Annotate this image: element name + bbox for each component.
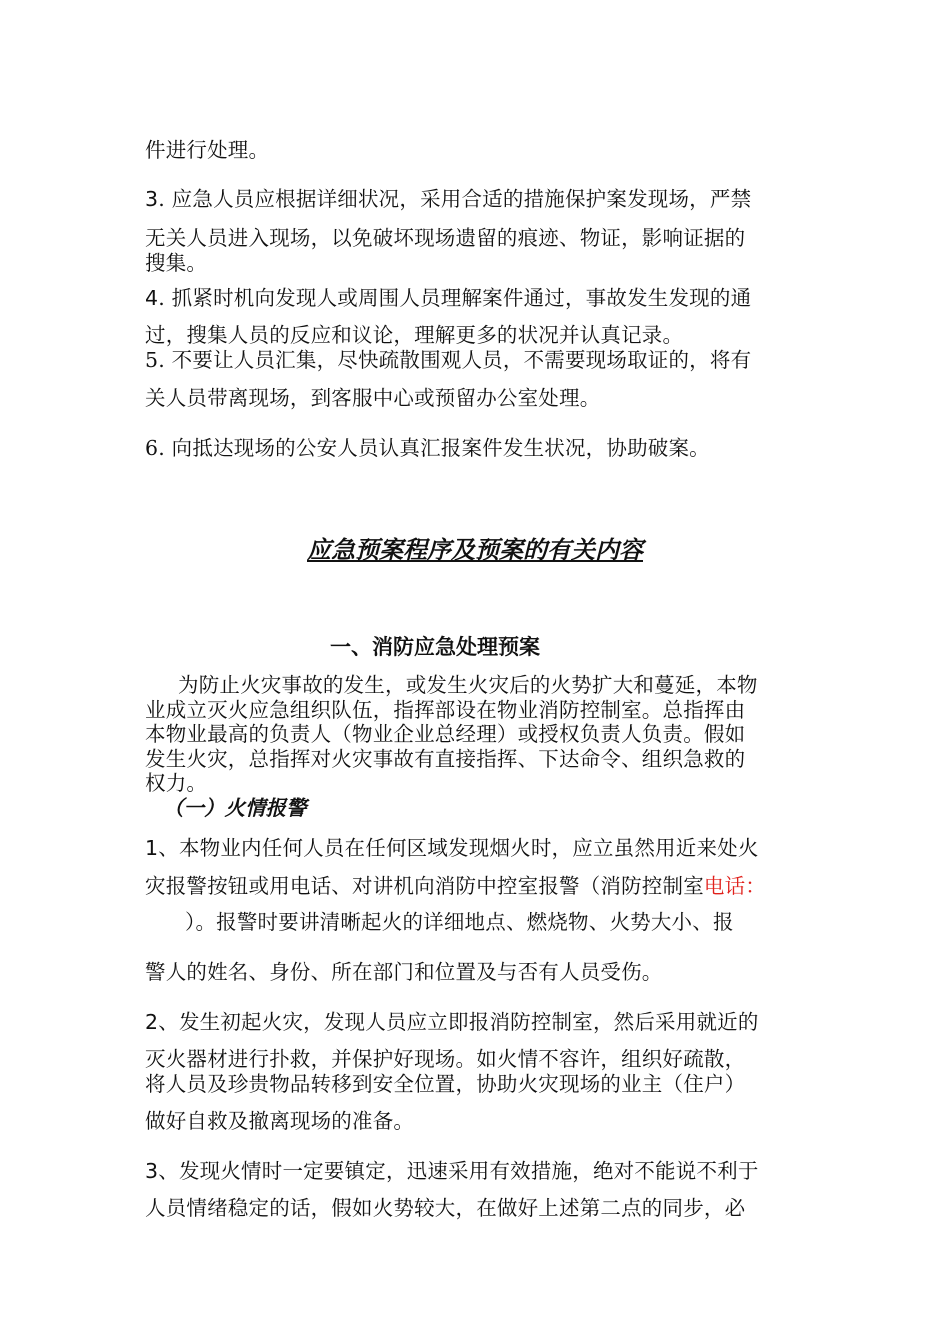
- section-intro-line-3: 本物业最高的负责人（物业企业总经理）或授权负责人负责。假如: [145, 722, 746, 746]
- fire-item-1-line-4: 警人的姓名、身份、所在部门和位置及与否有人员受伤。: [145, 960, 663, 984]
- fire-item-3-line-2: 人员情绪稳定的话，假如火势较大，在做好上述第二点的同步，必: [145, 1196, 746, 1220]
- list-item-3-line-3: 搜集。: [145, 251, 208, 275]
- list-item-5-line-1: 5. 不要让人员汇集，尽快疏散围观人员，不需要现场取证的，将有: [145, 348, 752, 372]
- paragraph-continuation: 件进行处理。: [145, 138, 270, 162]
- list-item-4-line-2: 过，搜集人员的反应和议论，理解更多的状况并认真记录。: [145, 323, 684, 347]
- fire-item-1-line-2: 灾报警按钮或用电话、对讲机向消防中控室报警（消防控制室电话：: [145, 874, 767, 898]
- fire-item-2-line-4: 做好自救及撤离现场的准备。: [145, 1109, 415, 1133]
- fire-item-3-line-1: 3、发现火情时一定要镇定，迅速采用有效措施，绝对不能说不利于: [145, 1159, 759, 1183]
- list-item-6-line-1: 6. 向抵达现场的公安人员认真汇报案件发生状况，协助破案。: [145, 436, 710, 460]
- list-item-number: 4: [145, 286, 159, 310]
- list-item-number: 3: [145, 1159, 159, 1183]
- document-title: 应急预案程序及预案的有关内容: [307, 535, 643, 564]
- section-heading: 一、消防应急处理预案: [330, 634, 540, 659]
- list-item-number: 3: [145, 187, 159, 211]
- list-item-5-line-2: 关人员带离现场，到客服中心或预留办公室处理。: [145, 386, 601, 410]
- section-intro-line-2: 业成立灭火应急组织队伍，指挥部设在物业消防控制室。总指挥由: [145, 698, 746, 722]
- section-intro-line-5: 权力。: [145, 771, 208, 795]
- fire-item-2-line-3: 将人员及珍贵物品转移到安全位置，协助火灾现场的业主（住户）: [145, 1072, 746, 1096]
- section-intro-line-1: 为防止火灾事故的发生，或发生火灾后的火势扩大和蔓延，本物: [178, 673, 758, 697]
- list-item-4-line-1: 4. 抓紧时机向发现人或周围人员理解案件通过，事故发生发现的通: [145, 286, 752, 310]
- fire-item-1-line-3: ）。报警时要讲清晰起火的详细地点、燃烧物、火势大小、报: [185, 910, 734, 934]
- list-item-number: 2: [145, 1010, 159, 1034]
- fire-item-2-line-2: 灭火器材进行扑救，并保护好现场。如火情不容许，组织好疏散，: [145, 1047, 746, 1071]
- phone-label: 电话：: [703, 874, 767, 898]
- fire-item-2-line-1: 2、发生初起火灾，发现人员应立即报消防控制室，然后采用就近的: [145, 1010, 759, 1034]
- list-item-number: 1: [145, 836, 159, 860]
- list-item-3-line-2: 无关人员进入现场，以免破坏现场遗留的痕迹、物证，影响证据的: [145, 226, 746, 250]
- fire-item-1-line-1: 1、本物业内任何人员在任何区域发现烟火时，应立虽然用近来处火: [145, 836, 759, 860]
- section-intro-line-4: 发生火灾，总指挥对火灾事故有直接指挥、下达命令、组织急救的: [145, 747, 746, 771]
- list-item-3-line-1: 3. 应急人员应根据详细状况，采用合适的措施保护案发现场，严禁: [145, 187, 752, 211]
- subsection-heading: （一）火情报警: [163, 796, 307, 820]
